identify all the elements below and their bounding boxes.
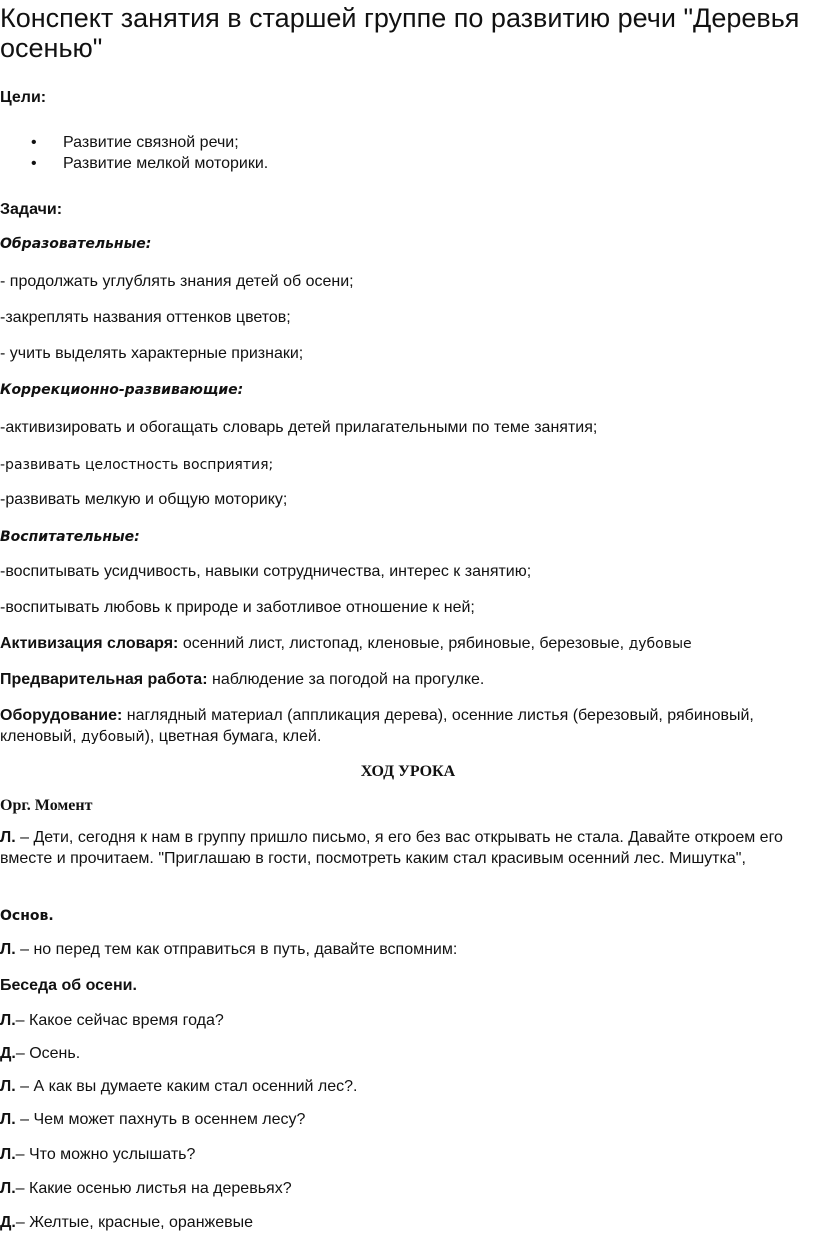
task-item: -воспитывать любовь к природе и заботливое отношение к ней; [0, 599, 475, 616]
dialogue-line: Д.– Осень. [0, 1045, 81, 1062]
vocab-label: Активизация словаря: [0, 635, 179, 652]
prep-line: Предварительная работа: наблюдение за погодой на прогулке. [0, 671, 485, 688]
dialogue-line: Л. – Чем может пахнуть в осеннем лесу? [0, 1111, 306, 1128]
main-heading: Основ. [0, 908, 54, 924]
goal-item: • Развитие мелкой моторики. [33, 154, 268, 174]
talk-heading: Беседа об осени. [0, 977, 137, 994]
upbringing-heading: Воспитательные: [0, 529, 140, 545]
intro-paragraph: Л. – Дети, сегодня к нам в группу пришло письмо, я его без вас открывать не стала. Давайте откроем его вместе и прочитаем. "Приглашаю в гости, посмотреть каким стал красивым осенний лес. Мишутка", [0, 829, 783, 867]
before-trip-line: Л. – но перед тем как отправиться в путь, давайте вспомним: [0, 941, 458, 958]
dialogue-line: Л. – А как вы думаете каким стал осенний лес?. [0, 1078, 358, 1095]
correctional-heading: Коррекционно-развивающие: [0, 382, 244, 398]
task-item: -воспитывать усидчивость, навыки сотрудничества, интерес к занятию; [0, 563, 532, 580]
equipment-label: Оборудование: [0, 707, 123, 724]
dialogue-line: Л.– Какие осенью листья на деревьях? [0, 1180, 292, 1197]
task-item: - продолжать углублять знания детей об осени; [0, 273, 354, 290]
equipment-line: Оборудование: наглядный материал (аппликация дерева), осенние листья (березовый, рябиновый, кленовый, дубовый), цветная бумага, клей. [0, 707, 754, 745]
dialogue-line: Л.– Что можно услышать? [0, 1146, 196, 1163]
goals-heading: Цели: [0, 89, 47, 106]
task-item: -закреплять названия оттенков цветов; [0, 309, 291, 326]
dialogue-line: Л.– Какое сейчас время года? [0, 1012, 224, 1029]
task-item: -активизировать и обогащать словарь детей прилагательными по теме занятия; [0, 419, 598, 436]
vocab-line: Активизация словаря: осенний лист, листопад, кленовые, рябиновые, березовые, дубовые [0, 635, 692, 652]
lesson-heading: ХОД УРОКА [360, 763, 456, 780]
dialogue-line: Д.– Желтые, красные, оранжевые [0, 1214, 254, 1231]
task-item: - учить выделять характерные признаки; [0, 345, 304, 362]
educational-heading: Образовательные: [0, 236, 152, 252]
task-item: -развивать мелкую и общую моторику; [0, 491, 288, 508]
org-moment-heading: Орг. Момент [0, 797, 93, 814]
tasks-heading: Задачи: [0, 201, 63, 218]
prep-label: Предварительная работа: [0, 671, 208, 688]
task-item: -развивать целостность восприятия; [0, 457, 274, 473]
page-title: Конспект занятия в старшей группе по развитию речи "Деревья осенью" [0, 3, 800, 63]
goal-item: • Развитие связной речи; [33, 133, 239, 153]
